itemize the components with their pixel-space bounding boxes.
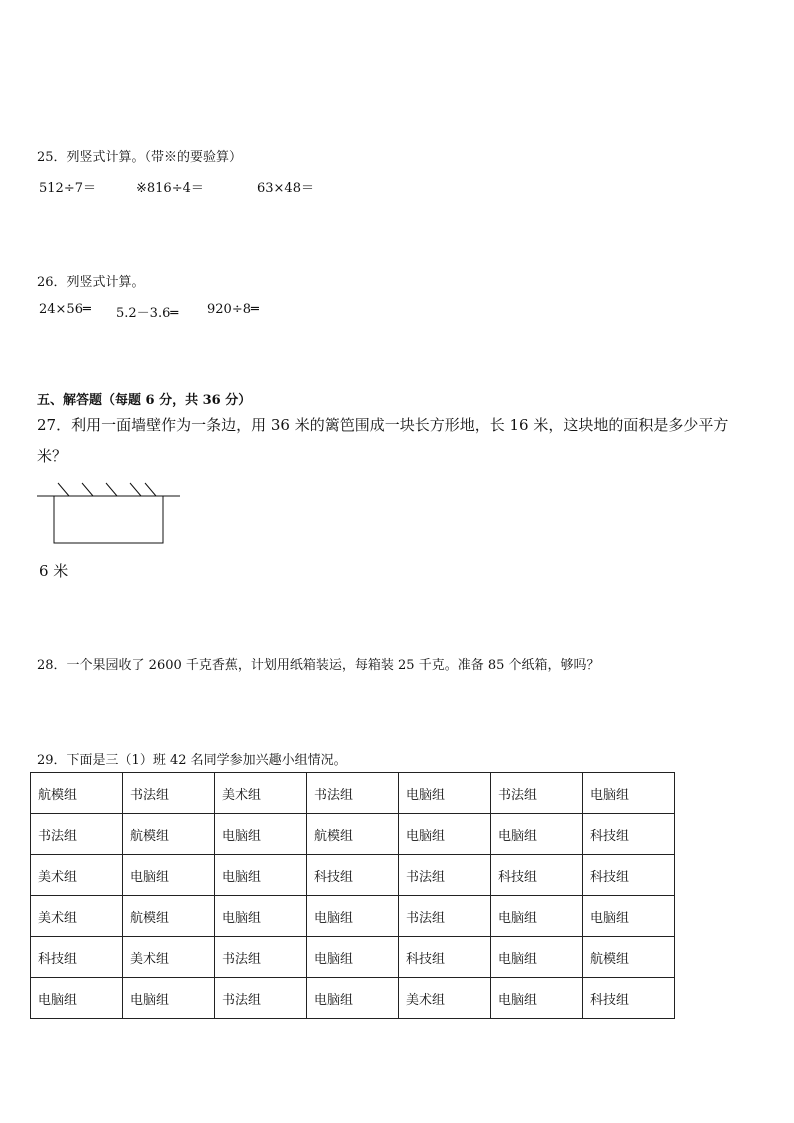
q28-text: 28．一个果园收了 2600 千克香蕉，计划用纸箱装运，每箱装 25 千克。准备 85 个纸箱，够吗？ xyxy=(37,658,600,673)
table-cell: 科技组 xyxy=(583,814,675,855)
table-cell: 电脑组 xyxy=(399,773,491,814)
table-cell: 美术组 xyxy=(31,896,123,937)
q25-expr-1: 512÷7＝ xyxy=(39,181,96,196)
table-cell: 电脑组 xyxy=(215,855,307,896)
q25-title: 25．列竖式计算。（带※的要验算） xyxy=(37,150,243,165)
table-cell: 科技组 xyxy=(583,855,675,896)
table-row xyxy=(31,814,675,855)
table-row xyxy=(31,896,675,937)
table-cell: 科技组 xyxy=(31,937,123,978)
q26-title: 26．列竖式计算。 xyxy=(37,275,145,290)
table-cell: 书法组 xyxy=(215,937,307,978)
table-cell: 电脑组 xyxy=(307,896,399,937)
table-cell: 电脑组 xyxy=(307,937,399,978)
table-cell: 电脑组 xyxy=(399,814,491,855)
table-cell: 电脑组 xyxy=(583,896,675,937)
wall-hatch-mark xyxy=(130,483,141,496)
table-cell: 科技组 xyxy=(399,937,491,978)
table-cell: 美术组 xyxy=(399,978,491,1019)
table-cell: 书法组 xyxy=(399,855,491,896)
table-cell: 航模组 xyxy=(123,896,215,937)
wall-hatch-mark xyxy=(82,483,93,496)
q25-expr-3: 63×48＝ xyxy=(257,181,314,196)
q27-text-line2: 米？ xyxy=(37,447,68,465)
q26-expr-3: 920÷8═ xyxy=(207,302,259,317)
table-cell: 航模组 xyxy=(307,814,399,855)
wall-hatch-mark xyxy=(58,483,69,496)
table-cell: 电脑组 xyxy=(123,978,215,1019)
table-cell: 电脑组 xyxy=(123,855,215,896)
rectangular-plot xyxy=(54,496,163,543)
table-cell: 航模组 xyxy=(31,773,123,814)
table-cell: 书法组 xyxy=(31,814,123,855)
table-row xyxy=(31,773,675,814)
table-cell: 科技组 xyxy=(491,855,583,896)
table-cell: 电脑组 xyxy=(307,978,399,1019)
interest-group-table xyxy=(30,772,675,1019)
q26-expr-1: 24×56═ xyxy=(39,302,91,317)
table-cell: 航模组 xyxy=(123,814,215,855)
table-cell: 书法组 xyxy=(399,896,491,937)
table-cell: 美术组 xyxy=(215,773,307,814)
table-cell: 电脑组 xyxy=(215,896,307,937)
table-cell: 书法组 xyxy=(123,773,215,814)
table-cell: 美术组 xyxy=(123,937,215,978)
q25-expr-2: ※816÷4＝ xyxy=(136,181,204,196)
wall-hatch-mark xyxy=(145,483,156,496)
table-cell: 科技组 xyxy=(307,855,399,896)
table-cell: 科技组 xyxy=(583,978,675,1019)
table-cell: 航模组 xyxy=(583,937,675,978)
wall-fence-diagram xyxy=(37,476,187,548)
table-cell: 美术组 xyxy=(31,855,123,896)
table-cell: 书法组 xyxy=(215,978,307,1019)
table-row xyxy=(31,855,675,896)
q26-expr-2: 5.2－3.6═ xyxy=(116,306,179,321)
table-cell: 电脑组 xyxy=(491,978,583,1019)
table-cell: 书法组 xyxy=(307,773,399,814)
q29-title: 29．下面是三（1）班 42 名同学参加兴趣小组情况。 xyxy=(37,753,347,768)
wall-hatch-mark xyxy=(106,483,117,496)
table-cell: 书法组 xyxy=(491,773,583,814)
table-cell: 电脑组 xyxy=(491,937,583,978)
table-row xyxy=(31,978,675,1019)
table-cell: 电脑组 xyxy=(491,896,583,937)
table-row xyxy=(31,937,675,978)
q27-diagram-label: 6 米 xyxy=(39,562,69,580)
table-cell: 电脑组 xyxy=(215,814,307,855)
section5-title: 五、解答题（每题 6 分，共 36 分） xyxy=(37,393,252,408)
table-cell: 电脑组 xyxy=(583,773,675,814)
table-cell: 电脑组 xyxy=(491,814,583,855)
table-cell: 电脑组 xyxy=(31,978,123,1019)
q27-text-line1: 27．利用一面墙壁作为一条边，用 36 米的篱笆围成一块长方形地，长 16 米，这块地的面积是多少平方 xyxy=(37,416,729,434)
